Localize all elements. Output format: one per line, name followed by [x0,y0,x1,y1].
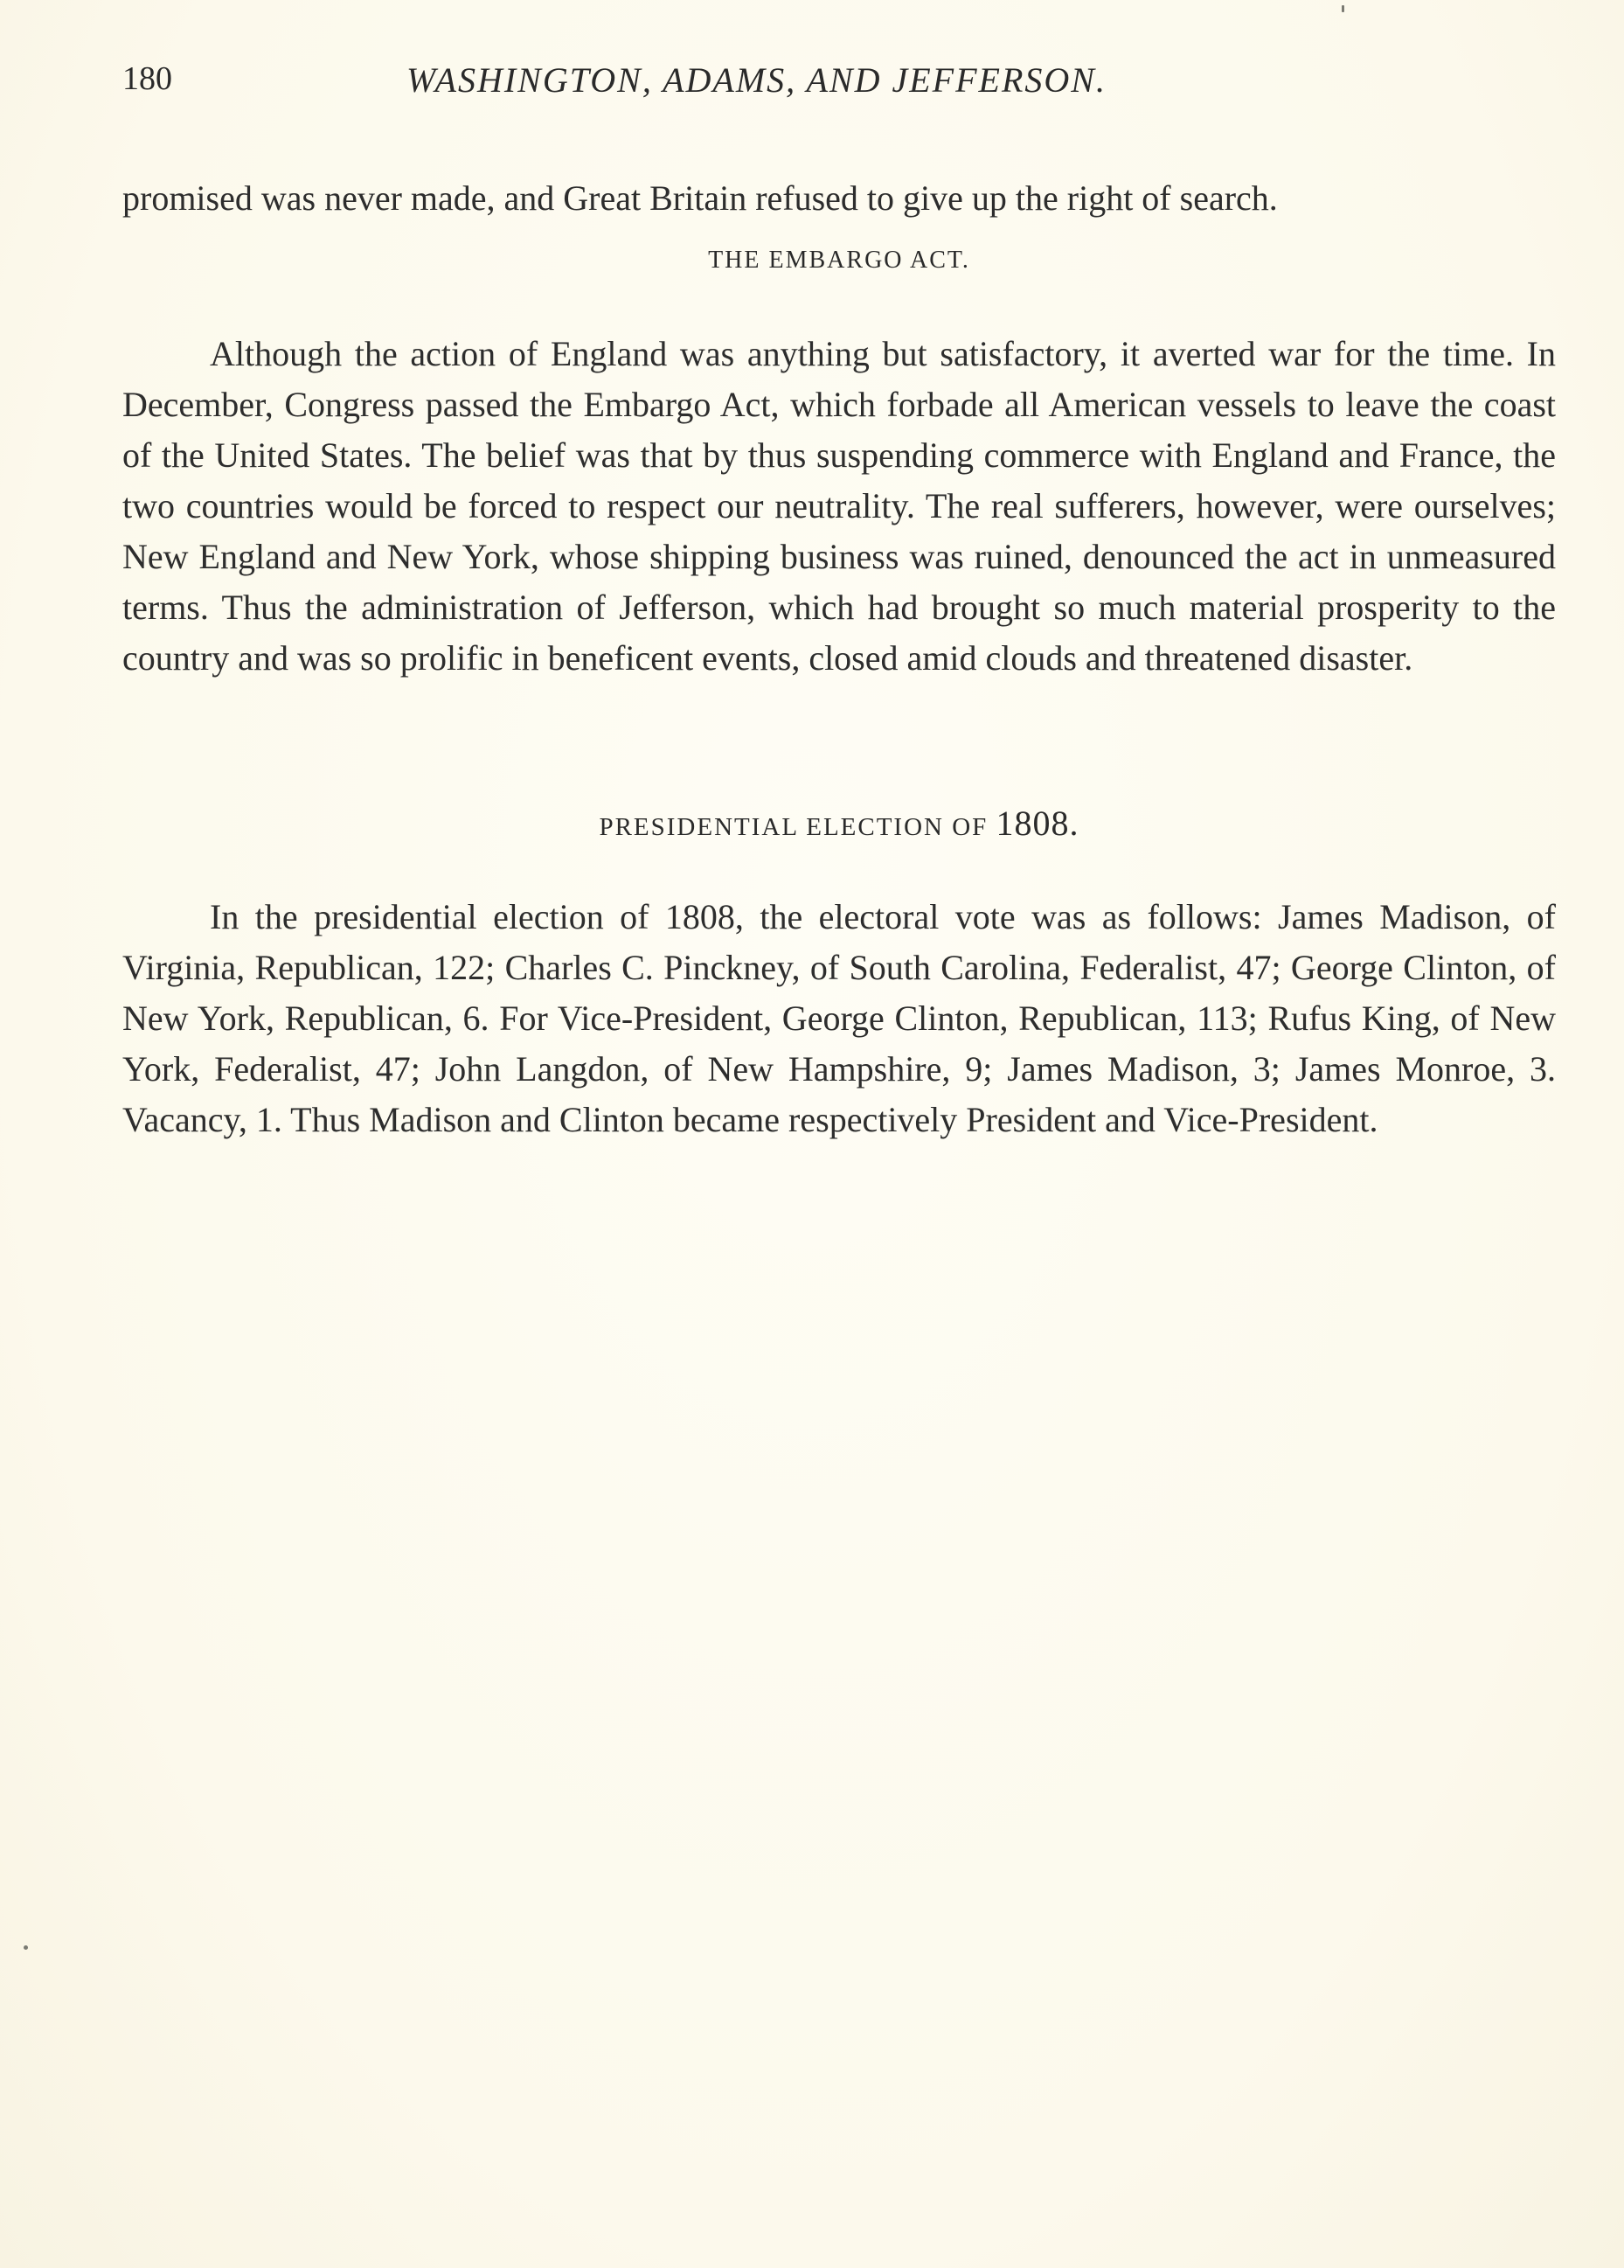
section-heading-election [122,803,1556,844]
page-header [122,59,1556,112]
ink-speck [1342,5,1344,12]
ink-speck [24,1945,28,1950]
election-paragraph: In the presidential election of 1808, the electoral vote was as follows: James Madison, of Virginia, Republican, 122; Charles C. Pinckney, of South Carolina, Federalist, 47; George Clinton, of New York, Republican, 6. For Vice-President, George Clinton, Republican, 113; Rufus King, of New York, Federalist, 47; John Langdon, of New Hampshire, 9; James Madison, 3; James Monroe, 3. Vacancy, 1. Thus Madison and Clinton became respectively President and Vice-President. [122,897,1556,1139]
embargo-paragraph: Although the action of England was anything but satisfactory, it averted war for the time. In December, Congress passed the Embargo Act, which forbade all American vessels to leave the coast of the United States. The belief was that by thus suspending commerce with England and France, the two countries would be forced to respect our neutrality. The real sufferers, however, were ourselves; New England and New York, whose shipping business was ruined, denounced the act in unmeasured terms. Thus the administration of Jefferson, which had brought so much material prosperity to the country and was so prolific in beneficent events, closed amid clouds and threatened disaster. [122,334,1556,678]
running-title: WASHINGTON, ADAMS, AND JEFFERSON. [406,60,1107,100]
page-number: 180 [122,60,172,97]
continuation-paragraph: promised was never made, and Great Britain refused to give up the right of search. [122,178,1278,218]
election-heading-year: 1808. [996,804,1079,843]
section-heading-embargo: THE EMBARGO ACT. [708,247,970,274]
election-heading-text: PRESIDENTIAL ELECTION OF [599,813,989,841]
